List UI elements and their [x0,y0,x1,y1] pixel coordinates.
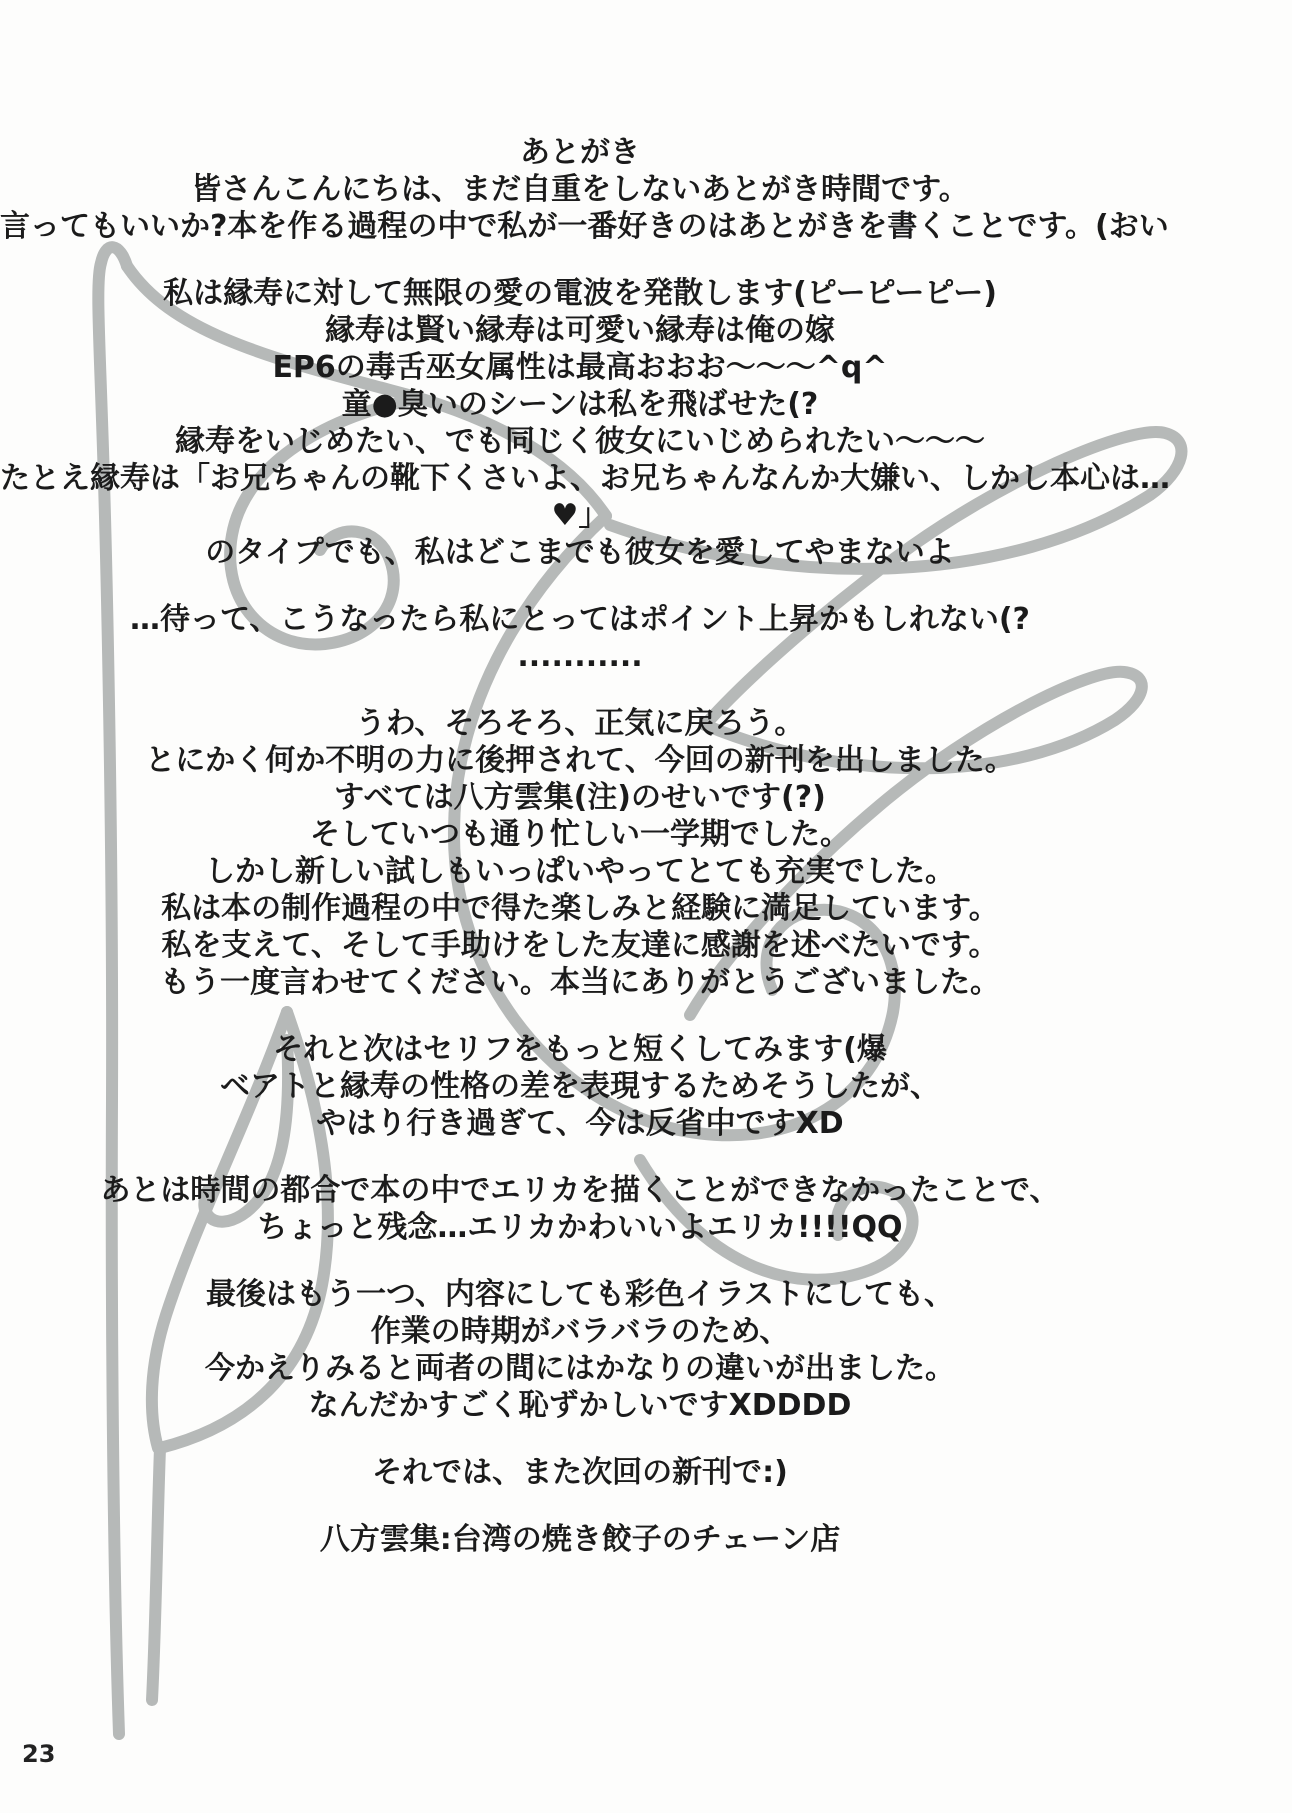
afterword-line-heart: ♥」 [551,498,609,533]
afterword-line: あとは時間の都合で本の中でエリカを描くことができなかったことで、 [100,1173,1060,1208]
afterword-line: そしていつも通り忙しい一学期でした。 [310,817,850,852]
afterword-line: 私は本の制作過程の中で得た楽しみと経験に満足しています。 [161,891,999,926]
afterword-footnote: 八方雲集:台湾の焼き餃子のチェーン店 [319,1522,841,1557]
afterword-line: 作業の時期がバラバラのため、 [370,1314,790,1349]
afterword-line: のタイプでも、私はどこまでも彼女を愛してやまないよ [205,535,955,570]
afterword-line: しかし新しい試しもいっぱいやってとても充実でした。 [205,854,955,889]
afterword-line: 童●臭いのシーンは私を飛ばせた(? [341,387,819,422]
afterword-title: あとがき [520,135,640,170]
afterword-line: それでは、また次回の新刊で:) [372,1455,788,1490]
afterword-line: 私は縁寿に対して無限の愛の電波を発散します(ピーピーピー) [163,276,997,311]
afterword-line: ベアトと縁寿の性格の差を表現するためそうしたが、 [220,1069,940,1104]
afterword-line: なんだかすごく恥ずかしいですXDDDD [308,1388,852,1423]
afterword-line: それと次はセリフをもっと短くしてみます(爆 [273,1032,887,1067]
afterword-line: …待って、こうなったら私にとってはポイント上昇かもしれない(? [130,602,1030,637]
afterword-line: たとえ縁寿は「お兄ちゃんの靴下くさいよ、お兄ちゃんなんか大嫌い、しかし本心は… [0,461,1170,496]
afterword-line: うわ、そろそろ、正気に戻ろう。 [355,706,805,741]
afterword-line: EP6の毒舌巫女属性は最高おおお〜〜〜^q^ [272,350,888,385]
afterword-line: 最後はもう一つ、内容にしても彩色イラストにしても、 [206,1277,954,1312]
afterword-line: ちょっと残念…エリカかわいいよエリカ!!!!QQ [257,1210,903,1245]
afterword-line-dots: ........... [517,639,643,674]
afterword-line: やはり行き過ぎて、今は反省中ですXD [316,1106,844,1141]
afterword-line: とにかく何か不明の力に後押されて、今回の新刊を出しました。 [145,743,1015,778]
afterword-line: 私を支えて、そして手助けをした友達に感謝を述べたいです。 [161,928,999,963]
afterword-line: 縁寿は賢い縁寿は可愛い縁寿は俺の嫁 [325,313,835,348]
afterword-line: 今かえりみると両者の間にはかなりの違いが出ました。 [205,1351,955,1386]
afterword-line: 言ってもいいか?本を作る過程の中で私が一番好きのはあとがきを書くことです。(おい [0,209,1169,244]
page-number: 23 [22,1740,56,1768]
afterword-line: すべては八方雲集(注)のせいです(?) [334,780,826,815]
afterword-line: 縁寿をいじめたい、でも同じく彼女にいじめられたい〜〜〜 [175,424,985,459]
afterword-line: もう一度言わせてください。本当にありがとうございました。 [160,965,1000,1000]
afterword-line: 皆さんこんにちは、まだ自重をしないあとがき時間です。 [191,172,969,207]
